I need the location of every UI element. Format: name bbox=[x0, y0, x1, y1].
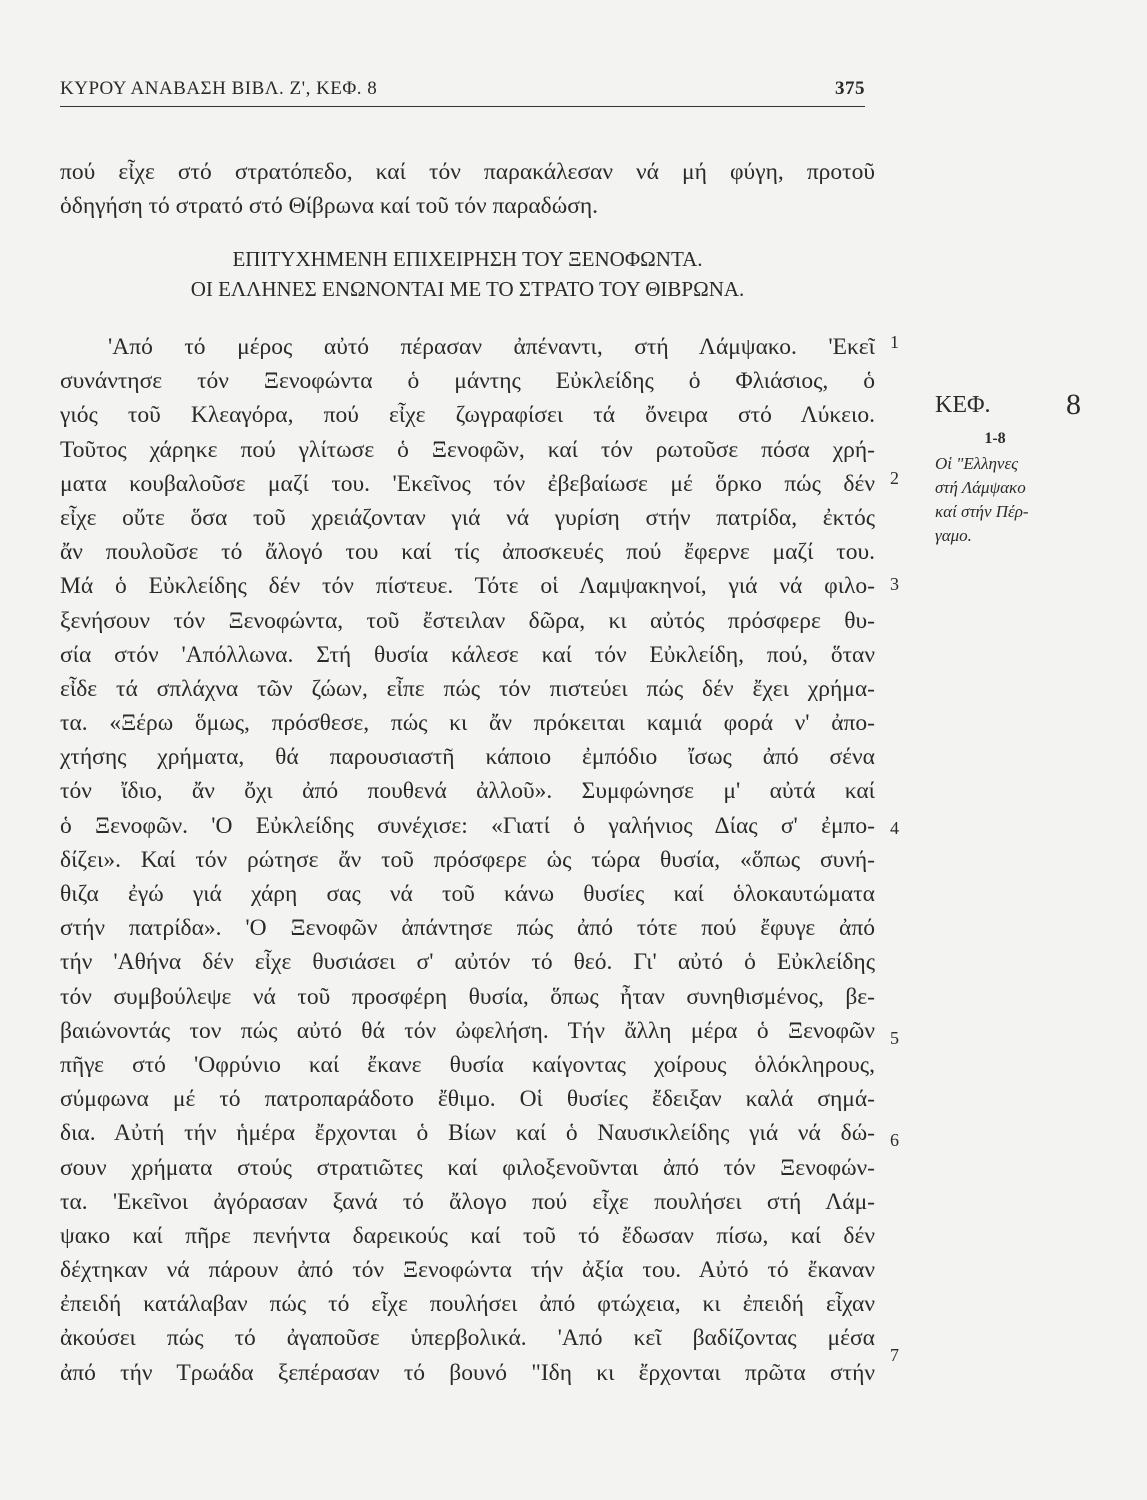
paragraph-number: 3 bbox=[890, 574, 899, 594]
section-heading bbox=[60, 244, 875, 304]
chapter-marker bbox=[935, 388, 1081, 422]
paragraph-number: 7 bbox=[890, 1345, 899, 1365]
text-line: σία στόν 'Απόλλωνα. Στή θυσία κάλεσε καί τόν Εὐκλείδη, πού, ὅταν bbox=[60, 641, 875, 668]
text-line: Τοῦτος χάρηκε πού γλίτωσε ὁ Ξενοφῶν, καί τόν ρωτοῦσε πόσα χρή- bbox=[60, 436, 875, 463]
text-line: ψακο καί πῆρε πενήντα δαρεικούς καί τοῦ τό ἔδωσαν πίσω, καί δέν bbox=[60, 1222, 875, 1249]
text-line: ἀκούσει πώς τό ἀγαποῦσε ὑπερβολικά. 'Από κεῖ βαδίζοντας μέσα bbox=[60, 1325, 875, 1352]
running-header bbox=[60, 78, 865, 107]
chapter-number: 8 bbox=[1066, 388, 1081, 421]
text-line: ξενήσουν τόν Ξενοφώντα, τοῦ ἔστειλαν δῶρα, κι αὐτός πρόσφερε θυ- bbox=[60, 607, 875, 634]
text-line: τήν 'Αθήνα δέν εἶχε θυσιάσει σ' αὐτόν τό θεό. Γι' αὐτό ὁ Εὐκλείδης bbox=[60, 949, 875, 976]
text-line: 'Από τό μέρος αὐτό πέρασαν ἀπέναντι, στή Λάμψακο. 'Εκεῖ bbox=[108, 334, 875, 360]
text-line: Μά ὁ Εὐκλείδης δέν τόν πίστευε. Τότε οἱ Λαμψακηνοί, γιά νά φιλο- bbox=[60, 573, 875, 600]
chapter-label: ΚΕΦ. bbox=[935, 392, 991, 418]
text-line: ἀπό τήν Τρωάδα ξεπέρασαν τό βουνό "Ιδη κι ἔρχονται πρῶτα στήν bbox=[60, 1359, 875, 1386]
text-line: σουν χρήματα στούς στρατιῶτες καί φιλοξενοῦνται ἀπό τόν Ξενοφών- bbox=[60, 1154, 875, 1181]
text-line: δέχτηκαν νά πάρουν ἀπό τόν Ξενοφώντα τήν ἀξία του. Αὐτό τό ἔκαναν bbox=[60, 1257, 875, 1284]
text-line: ὁδηγήση τό στρατό στό Θίβρωνα καί τοῦ τόν παραδώση. bbox=[60, 193, 599, 220]
paragraph-number: 1 bbox=[890, 332, 899, 352]
summary-line: Οἱ "Ελληνες bbox=[935, 454, 1019, 473]
paragraph-number: 2 bbox=[890, 468, 899, 488]
section-heading-line: ΟΙ ΕΛΛΗΝΕΣ ΕΝΩΝΟΝΤΑΙ ΜΕ ΤΟ ΣΤΡΑΤΟ ΤΟΥ ΘΙΒΡΩΝΑ. bbox=[190, 277, 745, 301]
text-line: ἄν πουλοῦσε τό ἄλογό του καί τίς ἀποσκευές πού ἔφερνε μαζί του. bbox=[60, 539, 875, 566]
text-line: θιζα ἐγώ γιά χάρη σας νά τοῦ κάνω θυσίες καί ὁλοκαυτώματα bbox=[60, 881, 875, 907]
text-line: τόν συμβούλεψε νά τοῦ προσφέρη θυσία, ὅπως ἦταν συνηθισμένος, βε- bbox=[60, 983, 875, 1010]
text-line: γιός τοῦ Κλεαγόρα, πού εἶχε ζωγραφίσει τά ὄνειρα στό Λύκειο. bbox=[60, 402, 875, 429]
main-paragraph bbox=[60, 330, 875, 1390]
paragraph-number: 4 bbox=[890, 818, 899, 838]
text-line: δια. Αὐτή τήν ἡμέρα ἔρχονται ὁ Βίων καί ὁ Ναυσικλείδης γιά νά δώ- bbox=[60, 1120, 875, 1147]
text-line: πῆγε στό 'Οφρύνιο καί ἔκανε θυσία καίγοντας χοίρους ὁλόκληρους, bbox=[60, 1051, 875, 1078]
chapter-range: 1-8 bbox=[984, 430, 1006, 447]
text-line: εἶχε οὔτε ὅσα τοῦ χρειάζονταν γιά νά γυρίση στήν πατρίδα, ἐκτός bbox=[60, 504, 875, 531]
summary-line: γαμο. bbox=[935, 526, 972, 545]
chapter-sidebar bbox=[935, 388, 1085, 548]
text-line: τα. «Ξέρω ὅμως, πρόσθεσε, πώς κι ἄν πρόκειται καμιά φορά ν' ἀπο- bbox=[60, 710, 875, 737]
running-title: ΚΥΡΟΥ ΑΝΑΒΑΣΗ ΒΙΒΛ. Ζ', ΚΕΦ. 8 bbox=[60, 78, 378, 99]
text-line: εἶδε τά σπλάχνα τῶν ζώων, εἶπε πώς τόν πιστεύει πώς δέν ἔχει χρήμα- bbox=[60, 675, 875, 702]
text-line: πού εἶχε στό στρατόπεδο, καί τόν παρακάλεσαν νά μή φύγη, προτοῦ bbox=[60, 159, 875, 185]
text-line: τα. 'Εκεῖνοι ἀγόρασαν ξανά τό ἄλογο πού εἶχε πουλήσει στή Λάμ- bbox=[60, 1188, 875, 1215]
section-heading-line: ΕΠΙΤΥΧΗΜΕΝΗ ΕΠΙΧΕΙΡΗΣΗ ΤΟΥ ΞΕΝΟΦΩΝΤΑ. bbox=[232, 247, 703, 271]
text-line: συνάντησε τόν Ξενοφώντα ὁ μάντης Εὐκλείδης ὁ Φλιάσιος, ὁ bbox=[60, 368, 875, 395]
summary-line: στή Λάμψακο bbox=[935, 478, 1026, 497]
text-line: στήν πατρίδα». 'Ο Ξενοφῶν ἀπάντησε πώς ἀπό τότε πού ἔφυγε ἀπό bbox=[60, 915, 875, 942]
text-line: ἐπειδή κατάλαβαν πώς τό εἶχε πουλήσει ἀπό φτώχεια, κι ἐπειδή εἶχαν bbox=[60, 1291, 875, 1318]
text-line: δίζει». Καί τόν ρώτησε ἄν τοῦ πρόσφερε ὡς τώρα θυσία, «ὅπως συνή- bbox=[60, 846, 875, 873]
page-number: 375 bbox=[835, 78, 865, 99]
text-line: σύμφωνα μέ τό πατροπαράδοτο ἔθιμο. Οἱ θυσίες ἔδειξαν καλά σημά- bbox=[60, 1086, 875, 1113]
paragraph-number: 5 bbox=[890, 1028, 899, 1048]
chapter-summary bbox=[935, 452, 1085, 548]
text-line: ὁ Ξενοφῶν. 'Ο Εὐκλείδης συνέχισε: «Γιατί ὁ γαλήνιος Δίας σ' ἐμπο- bbox=[60, 812, 875, 839]
paragraph-number: 6 bbox=[890, 1130, 899, 1150]
intro-paragraph bbox=[60, 155, 875, 223]
text-line: βαιώνοντάς τον πώς αὐτό θά τόν ὠφελήση. Τήν ἄλλη μέρα ὁ Ξενοφῶν bbox=[60, 1017, 875, 1044]
summary-line: καί στήν Πέρ- bbox=[935, 502, 1029, 521]
text-line: ματα κουβαλοῦσε μαζί του. 'Εκεῖνος τόν ἐβεβαίωσε μέ ὅρκο πώς δέν bbox=[60, 470, 875, 497]
text-line: τόν ἴδιο, ἄν ὄχι ἀπό πουθενά ἀλλοῦ». Συμφώνησε μ' αὐτά καί bbox=[60, 778, 875, 805]
text-line: χτήσης χρήματα, θά παρουσιαστῆ κάποιο ἐμπόδιο ἴσως ἀπό σένα bbox=[60, 744, 875, 771]
